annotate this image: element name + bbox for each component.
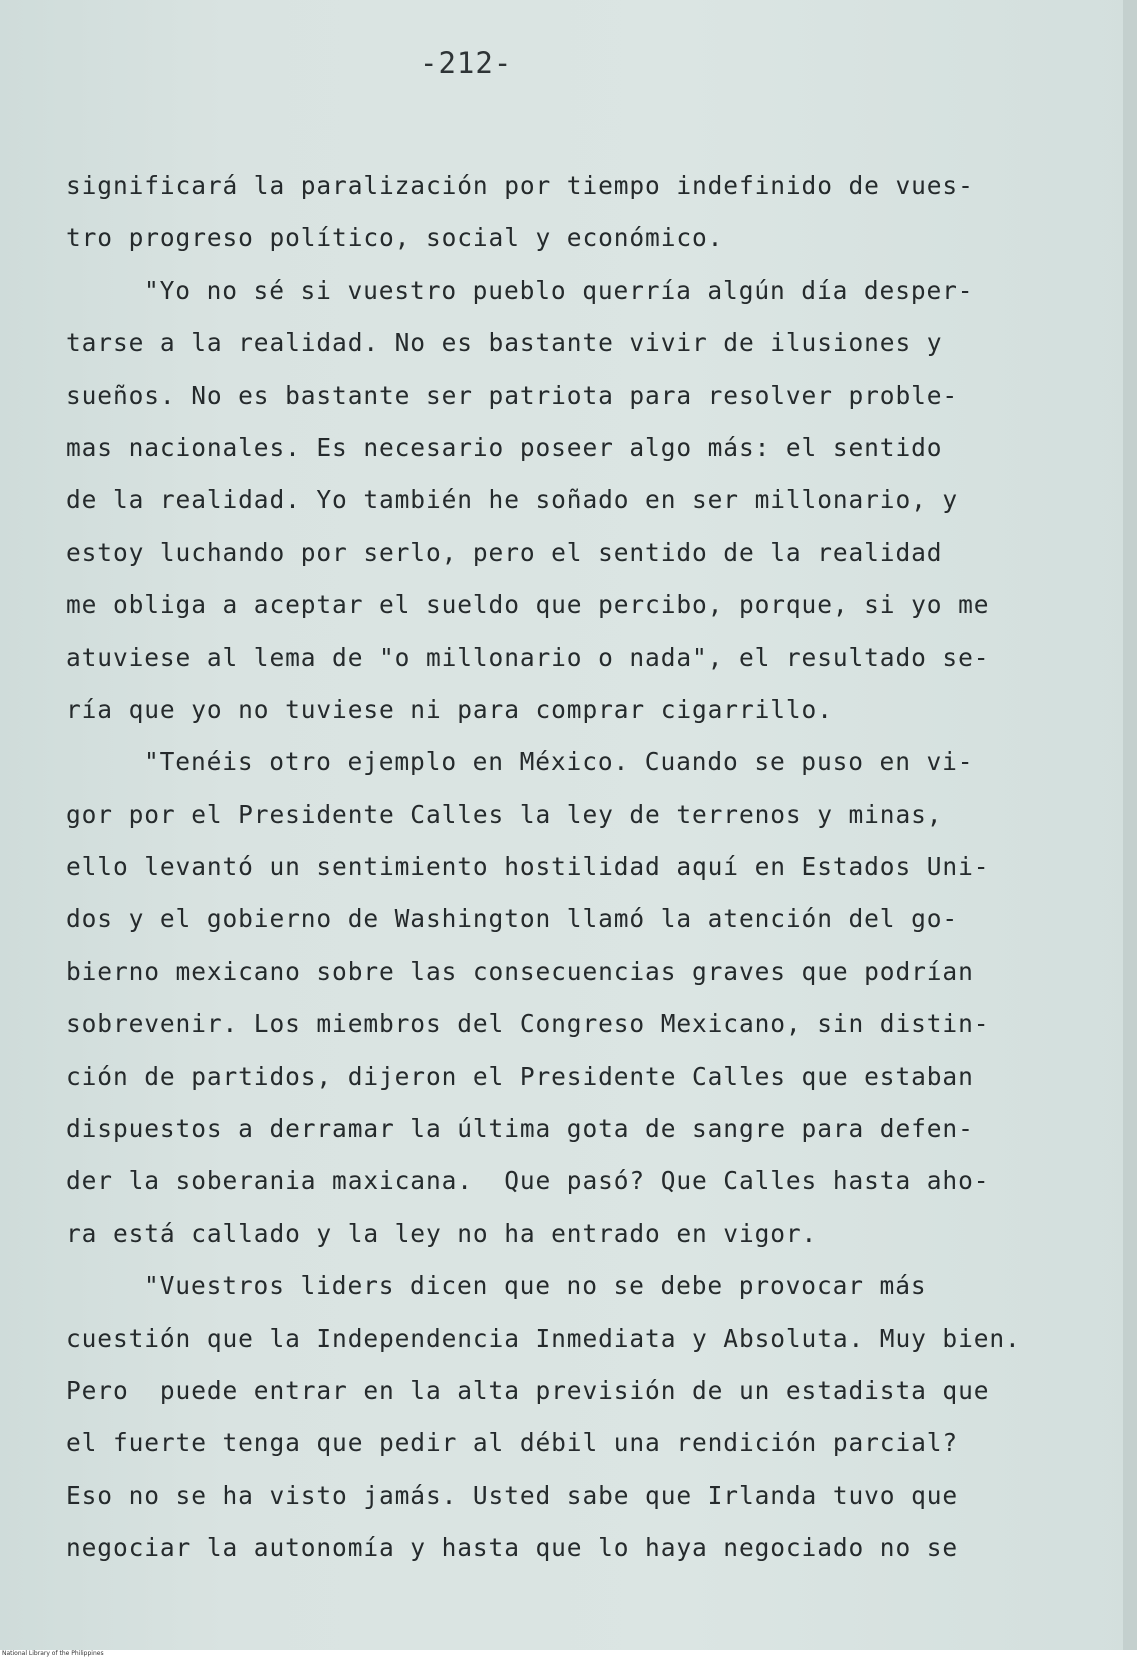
text-line: ello levantó un sentimiento hostilidad aquí en Estados Uni- bbox=[66, 852, 990, 882]
text-line: estoy luchando por serlo, pero el sentido de la realidad bbox=[66, 537, 943, 567]
text-line: "Vuestros liders dicen que no se debe provocar más bbox=[144, 1271, 927, 1301]
text-line: bierno mexicano sobre las consecuencias graves que podrían bbox=[66, 956, 974, 986]
text-line: dispuestos a derramar la última gota de sangre para defen- bbox=[66, 1114, 974, 1144]
text-line: cuestión que la Independencia Inmediata y Absoluta. Muy bien. bbox=[66, 1323, 1021, 1353]
text-line: dos y el gobierno de Washington llamó la atención del go- bbox=[66, 904, 959, 934]
library-credit: National Library of the Philippines bbox=[2, 1650, 104, 1657]
text-line: sueños. No es bastante ser patriota para resolver proble- bbox=[66, 380, 959, 410]
text-line: el fuerte tenga que pedir al débil una rendición parcial? bbox=[66, 1428, 959, 1458]
page-number: -212- bbox=[420, 46, 513, 80]
text-line: tarse a la realidad. No es bastante vivir de ilusiones y bbox=[66, 328, 943, 358]
paragraph-4 bbox=[66, 1260, 1086, 1574]
text-line: "Tenéis otro ejemplo en México. Cuando se puso en vi- bbox=[144, 747, 974, 777]
text-line: ra está callado y la ley no ha entrado en vigor. bbox=[66, 1218, 818, 1248]
text-line: "Yo no sé si vuestro pueblo querría algún día desper- bbox=[144, 275, 974, 305]
text-line: mas nacionales. Es necesario poseer algo más: el sentido bbox=[66, 432, 943, 462]
text-line: ción de partidos, dijeron el Presidente Calles que estaban bbox=[66, 1061, 974, 1091]
text-line: atuviese al lema de "o millonario o nada", el resultado se- bbox=[66, 642, 990, 672]
text-line: de la realidad. Yo también he soñado en ser millonario, y bbox=[66, 485, 959, 515]
footer-strip bbox=[0, 1650, 1137, 1658]
text-line: me obliga a aceptar el sueldo que percibo, porque, si yo me bbox=[66, 590, 990, 620]
text-line: Pero puede entrar en la alta previsión de un estadista que bbox=[66, 1375, 990, 1405]
body-text bbox=[66, 160, 1086, 1575]
text-line: tro progreso político, social y económico. bbox=[66, 223, 724, 253]
text-line: Eso no se ha visto jamás. Usted sabe que Irlanda tuvo que bbox=[66, 1480, 959, 1510]
page-edge-shadow bbox=[1123, 0, 1137, 1650]
text-line: ría que yo no tuviese ni para comprar cigarrillo. bbox=[66, 694, 833, 724]
text-line: significará la paralización por tiempo indefinido de vues- bbox=[66, 171, 974, 200]
text-line: der la soberania maxicana. Que pasó? Que Calles hasta aho- bbox=[66, 1166, 990, 1196]
text-line: negociar la autonomía y hasta que lo haya negociado no se bbox=[66, 1533, 959, 1563]
text-line: gor por el Presidente Calles la ley de terrenos y minas, bbox=[66, 799, 943, 829]
paragraph-1 bbox=[66, 160, 1086, 265]
text-line: sobrevenir. Los miembros del Congreso Mexicano, sin distin- bbox=[66, 1009, 990, 1039]
paragraph-3 bbox=[66, 736, 1086, 1260]
paragraph-2 bbox=[66, 265, 1086, 737]
